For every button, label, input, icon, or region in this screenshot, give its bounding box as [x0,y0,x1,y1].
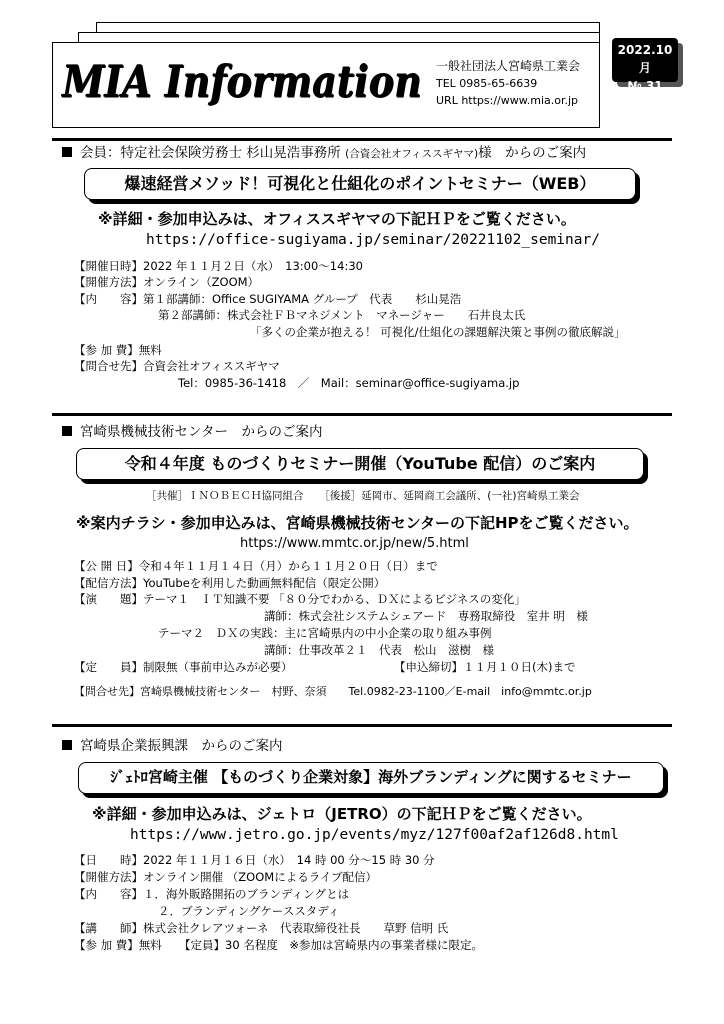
org-url[interactable]: URL https://www.mia.or.jp [436,94,579,107]
section2-heading: 宮崎県機械技術センター からのご案内 [62,420,322,440]
section2-title-box [76,448,644,480]
square-bullet-icon [62,147,72,157]
section2-organizers: ［共催］ＩＮＯＢＥＣＨ協同組合 ［後援］延岡市、延岡商工会議所、(一社)宮崎県工業会 [146,490,580,502]
section2-note: ※案内チラシ・参加申込みは、宮崎県機械技術センターの下記HPをご覧ください。 [76,514,639,532]
org-tel: TEL 0985-65-6639 [436,77,538,90]
square-bullet-icon [62,740,72,750]
section3-url-link[interactable]: https://www.jetro.go.jp/events/myz/127f00af2af126d8.html [130,827,619,843]
newsletter-title: MIA Information [62,55,422,107]
issue-number: № 31 [627,79,663,93]
section1-note: ※詳細・参加申込みは、オフィススギヤマの下記ＨＰをご覧ください。 [98,210,576,228]
section3-heading: 宮崎県企業振興課 からのご案内 [62,734,283,754]
section3-title: ｼﾞｪﾄﾛ宮崎主催 【ものづくり企業対象】海外ブランディングに関するセミナー [110,768,632,786]
section1-title-box [84,168,636,200]
issue-date: 2022.10月 [617,43,673,75]
header-org-info [436,58,580,109]
section2-title: 令和４年度 ものづくりセミナー開催（YouTube 配信）のご案内 [124,454,596,473]
section1-heading: 会員：特定社会保険労務士 杉山晃浩事務所 (合資会社オフィススギヤマ)様 からのご案内 [62,141,586,161]
section2-url-link[interactable]: https://www.mmtc.or.jp/new/5.html [240,536,469,551]
section2-rule [52,413,672,416]
section3-title-box [78,762,664,794]
square-bullet-icon [62,426,72,436]
org-name: 一般社団法人宮崎県工業会 [436,59,581,73]
section1-url-link[interactable]: https://office-sugiyama.jp/seminar/20221102_seminar/ [146,232,600,248]
section1-title: 爆速経営メソッド！可視化と仕組化のポイントセミナー（WEB） [124,174,596,193]
section3-note: ※詳細・参加申込みは、ジェトロ（JETRO）の下記ＨＰをご覧ください。 [92,805,592,823]
issue-badge [612,38,678,93]
section3-rule [52,724,672,727]
